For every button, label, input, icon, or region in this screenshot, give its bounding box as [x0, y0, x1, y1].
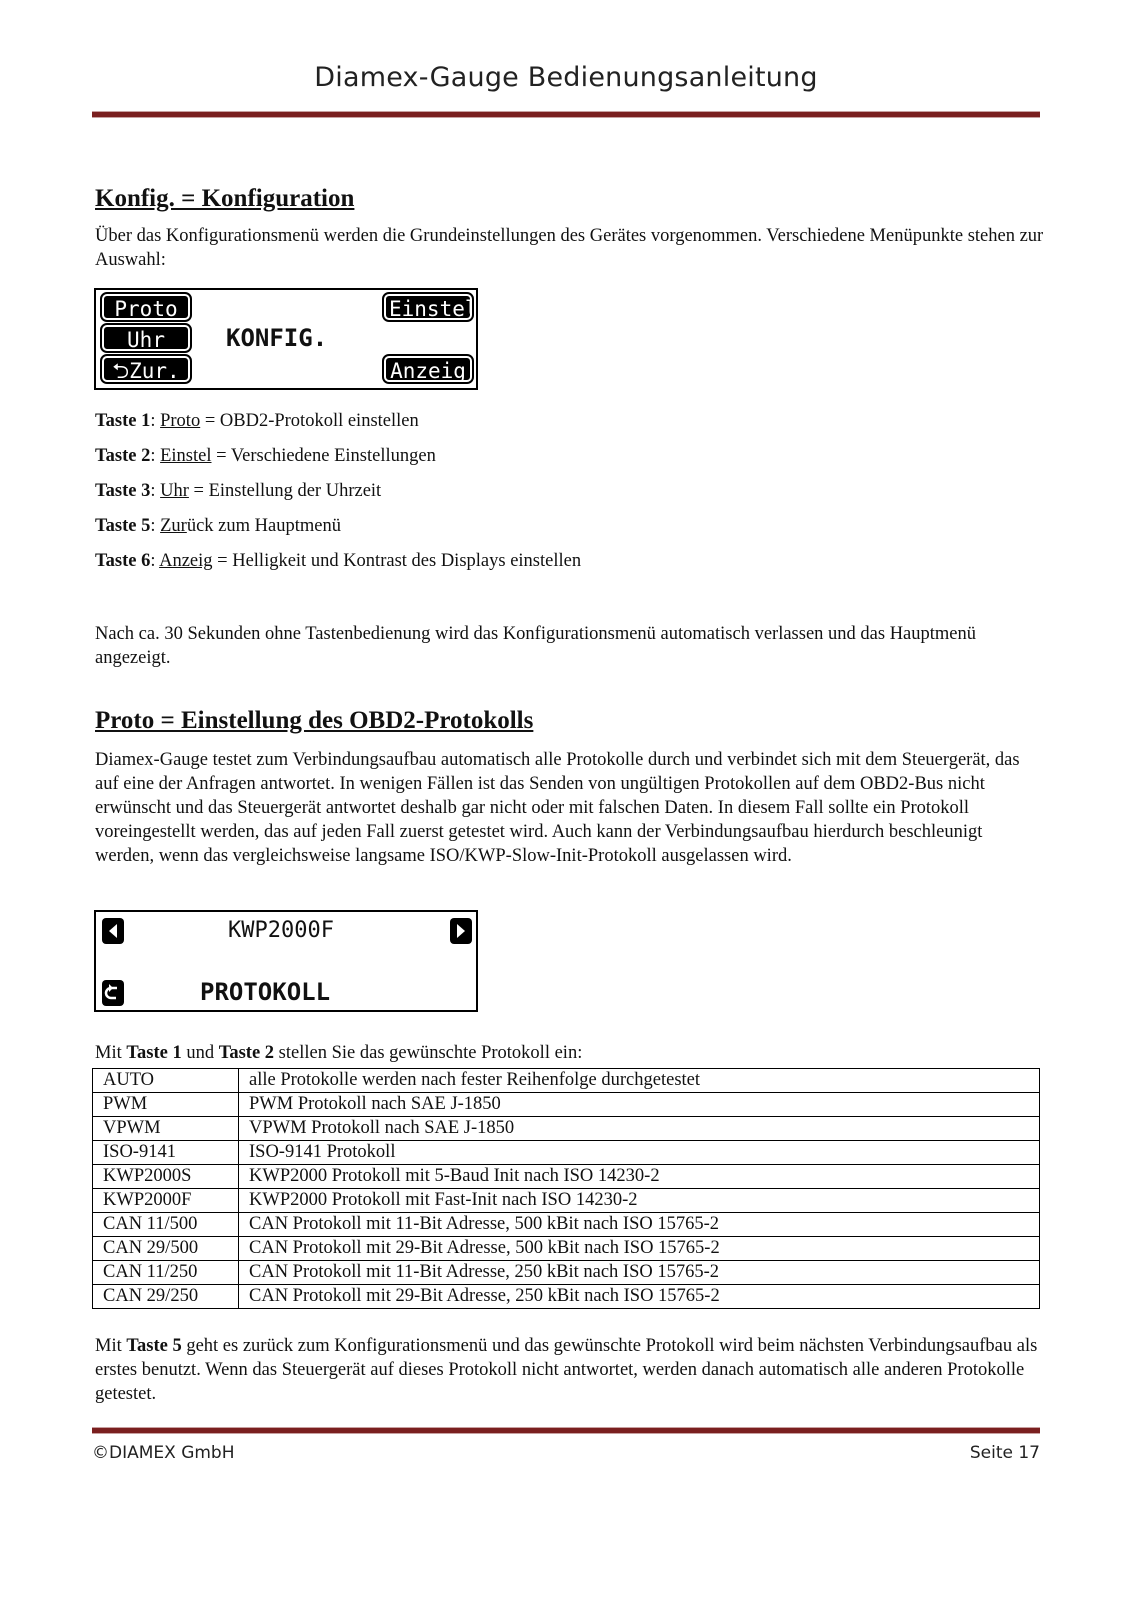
table-row — [93, 1189, 1040, 1213]
protocol-name-cell: KWP2000F — [93, 1189, 239, 1213]
protocol-name-cell: AUTO — [93, 1069, 239, 1093]
lcd-protocol-value: KWP2000F — [228, 918, 334, 943]
protocol-name-cell: CAN 11/250 — [93, 1261, 239, 1285]
key-item: Taste 1: Proto = OBD2-Protokoll einstellen — [95, 411, 419, 431]
timeout-note: Nach ca. 30 Sekunden ohne Tastenbedienung wird das Konfigurationsmenü automatisch verlassen und das Hauptmenü angezeigt. — [95, 624, 977, 668]
section-intro-proto: Diamex-Gauge testet zum Verbindungsaufbau automatisch alle Protokolle durch und verbindet sich mit dem Steuergerät, das auf eine der Anfragen antwortet. In wenigen Fällen ist das Senden von ungültigen Protokollen auf dem OBD2-Bus nicht erwünscht und das Steuergerät antwortet deshalb gar nicht oder mit falschen Daten. In diesem Fall sollte ein Protokoll voreingestellt werden, das auf jeden Fall zuerst getestet wird. Auch kann der Verbindungsaufbau hierdurch beschleunigt werden, wenn das vergleichsweise langsame ISO/KWP-Slow-Init-Protokoll ausgelassen wird. — [95, 750, 1020, 866]
key-item: Taste 3: Uhr = Einstellung der Uhrzeit — [95, 481, 382, 501]
protocol-description-cell: KWP2000 Protokoll mit Fast-Init nach ISO 14230-2 — [239, 1189, 1040, 1213]
lcd-title-konfig: KONFIG. — [226, 324, 328, 352]
outro-text: Mit Taste 5 geht es zurück zum Konfigurationsmenü und das gewünschte Protokoll wird beim nächsten Verbindungsaufbau als erstes benutzt. Wenn das Steuergerät auf dieses Protokoll nicht antwortet, werden danach automatisch alle anderen Protokolle getestet. — [95, 1336, 1038, 1404]
protocol-name-cell: PWM — [93, 1093, 239, 1117]
protocol-description-cell: PWM Protokoll nach SAE J-1850 — [239, 1093, 1040, 1117]
protocol-description-cell: CAN Protokoll mit 11-Bit Adresse, 500 kBit nach ISO 15765-2 — [239, 1213, 1040, 1237]
section-heading-konfig: Konfig. = Konfiguration — [95, 185, 355, 212]
table-row — [93, 1213, 1040, 1237]
table-row — [93, 1093, 1040, 1117]
section-heading-proto: Proto = Einstellung des OBD2-Protokolls — [95, 707, 534, 734]
protocol-name-cell: KWP2000S — [93, 1165, 239, 1189]
lcd-konfig-display — [94, 288, 478, 390]
table-row — [93, 1069, 1040, 1093]
lcd-key-einstel: Einstel — [384, 294, 472, 320]
header-rule — [92, 111, 1040, 118]
protocol-name-cell: CAN 29/250 — [93, 1285, 239, 1309]
table-row — [93, 1117, 1040, 1141]
protocol-description-cell: KWP2000 Protokoll mit 5-Baud Init nach ISO 14230-2 — [239, 1165, 1040, 1189]
lcd-key-uhr: Uhr — [102, 325, 190, 351]
back-icon — [102, 980, 124, 1006]
protocol-description-cell: CAN Protokoll mit 29-Bit Adresse, 250 kBit nach ISO 15765-2 — [239, 1285, 1040, 1309]
table-row — [93, 1285, 1040, 1309]
protocol-table — [92, 1068, 1040, 1309]
footer-copyright: ©DIAMEX GmbH — [92, 1443, 235, 1463]
select-instruction: Mit Taste 1 und Taste 2 stellen Sie das gewünschte Protokoll ein: — [95, 1043, 583, 1063]
lcd-protokoll-display — [94, 910, 478, 1012]
protocol-description-cell: VPWM Protokoll nach SAE J-1850 — [239, 1117, 1040, 1141]
protocol-name-cell: ISO-9141 — [93, 1141, 239, 1165]
page-header-title: Diamex-Gauge Bedienungsanleitung — [314, 62, 818, 93]
key-item: Taste 6: Anzeig = Helligkeit und Kontrast des Displays einstellen — [95, 551, 582, 571]
footer-page-number: Seite 17 — [969, 1443, 1040, 1463]
lcd-title-protokoll: PROTOKOLL — [200, 978, 331, 1006]
arrow-right-icon — [450, 918, 472, 944]
protocol-description-cell: ISO-9141 Protokoll — [239, 1141, 1040, 1165]
protocol-name-cell: VPWM — [93, 1117, 239, 1141]
table-row — [93, 1261, 1040, 1285]
section-intro-konfig: Über das Konfigurationsmenü werden die Grundeinstellungen des Gerätes vorgenommen. Verschiedene Menüpunkte stehen zur Auswahl: — [95, 226, 1044, 270]
protocol-description-cell: CAN Protokoll mit 11-Bit Adresse, 250 kBit nach ISO 15765-2 — [239, 1261, 1040, 1285]
table-row — [93, 1141, 1040, 1165]
lcd-key-anzeig: Anzeig — [384, 356, 472, 382]
protocol-description-cell: CAN Protokoll mit 29-Bit Adresse, 500 kBit nach ISO 15765-2 — [239, 1237, 1040, 1261]
lcd-key-proto: Proto — [102, 294, 190, 320]
table-row — [93, 1237, 1040, 1261]
arrow-left-icon — [102, 918, 124, 944]
protocol-description-cell: alle Protokolle werden nach fester Reihenfolge durchgetestet — [239, 1069, 1040, 1093]
protocol-name-cell: CAN 11/500 — [93, 1213, 239, 1237]
lcd-key-zurueck: ⮌Zur. — [102, 356, 190, 382]
table-row — [93, 1165, 1040, 1189]
key-item: Taste 5: Zurück zum Hauptmenü — [95, 516, 341, 536]
protocol-name-cell: CAN 29/500 — [93, 1237, 239, 1261]
key-item: Taste 2: Einstel = Verschiedene Einstellungen — [95, 446, 436, 466]
footer-rule — [92, 1427, 1040, 1434]
